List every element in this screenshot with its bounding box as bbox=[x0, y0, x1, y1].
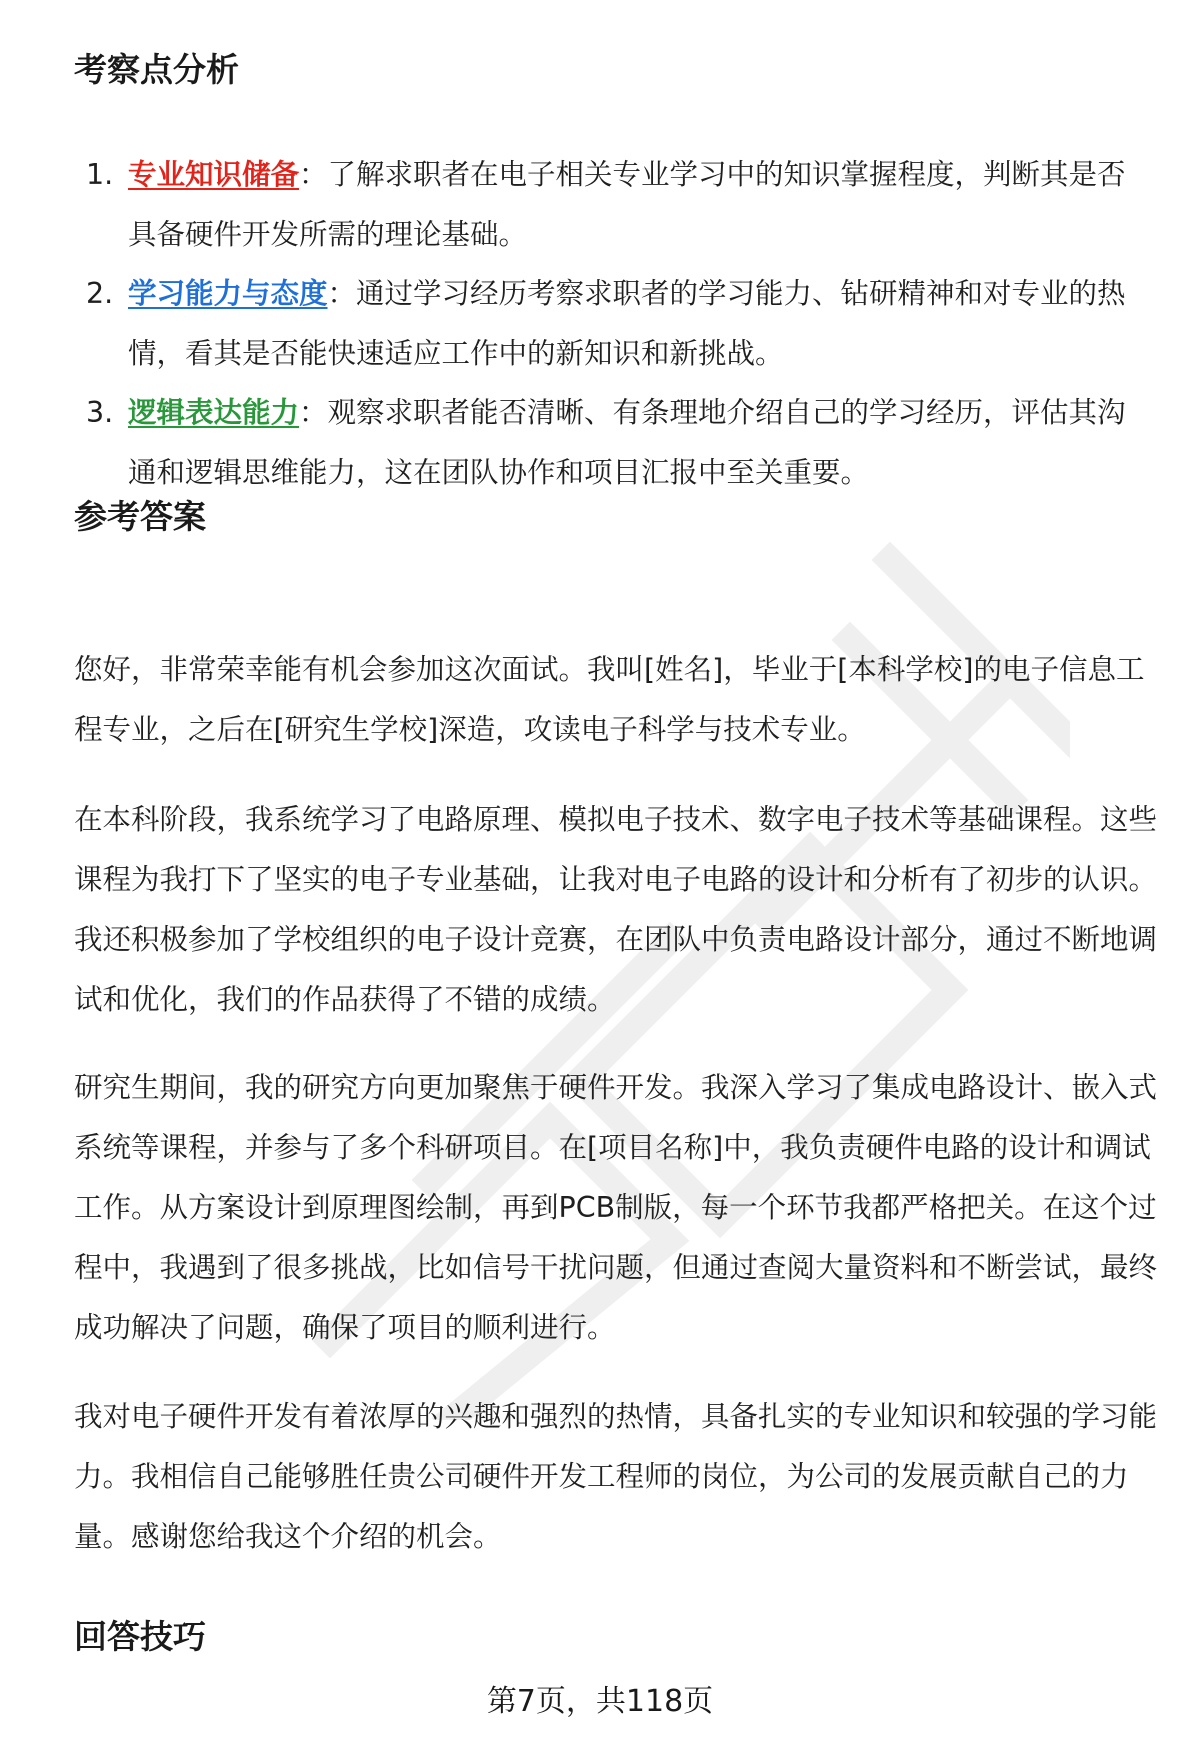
answer-heading: 参考答案 bbox=[74, 497, 206, 536]
list-item-number: 2. bbox=[86, 277, 114, 310]
analysis-heading: 考察点分析 bbox=[74, 50, 239, 89]
analysis-list bbox=[74, 145, 1154, 502]
keyword-logic: 逻辑表达能力 bbox=[128, 396, 300, 429]
list-item-text: ：了解求职者在电子相关专业学习中的知识掌握程度，判断其是否具备硬件开发所需的理论基础。 bbox=[128, 158, 1126, 251]
answer-paragraph-2: 在本科阶段，我系统学习了电路原理、模拟电子技术、数字电子技术等基础课程。这些课程为我打下了坚实的电子专业基础，让我对电子电路的设计和分析有了初步的认识。我还积极参加了学校组织的电子设计竞赛，在团队中负责电路设计部分，通过不断地调试和优化，我们的作品获得了不错的成绩。 bbox=[74, 803, 1158, 1016]
tips-heading: 回答技巧 bbox=[74, 1617, 206, 1656]
page-number: 第7页，共118页 bbox=[486, 1684, 714, 1719]
list-item-number: 3. bbox=[86, 396, 114, 429]
list-item-body bbox=[128, 145, 1154, 264]
list-item-number: 1. bbox=[86, 158, 114, 191]
list-item-text: ：通过学习经历考察求职者的学习能力、钻研精神和对专业的热情，看其是否能快速适应工作中的新知识和新挑战。 bbox=[128, 277, 1126, 370]
list-item-body bbox=[128, 264, 1154, 383]
answer-paragraph-1: 您好，非常荣幸能有机会参加这次面试。我叫[姓名]，毕业于[本科学校]的电子信息工程专业，之后在[研究生学校]深造，攻读电子科学与技术专业。 bbox=[74, 653, 1145, 746]
list-item bbox=[74, 264, 1154, 383]
list-item bbox=[74, 145, 1154, 264]
list-item-text: ：观察求职者能否清晰、有条理地介绍自己的学习经历，评估其沟通和逻辑思维能力，这在团队协作和项目汇报中至关重要。 bbox=[128, 396, 1126, 489]
answer-paragraph-3: 研究生期间，我的研究方向更加聚焦于硬件开发。我深入学习了集成电路设计、嵌入式系统等课程，并参与了多个科研项目。在[项目名称]中，我负责硬件电路的设计和调试工作。从方案设计到原理图绘制，再到PCB制版，每一个环节我都严格把关。在这个过程中，我遇到了很多挑战，比如信号干扰问题，但通过查阅大量资料和不断尝试，最终成功解决了问题，确保了项目的顺利进行。 bbox=[74, 1071, 1158, 1344]
keyword-learning: 学习能力与态度 bbox=[128, 277, 328, 310]
list-item bbox=[74, 383, 1154, 502]
list-item-body bbox=[128, 383, 1154, 502]
answer-paragraph-4: 我对电子硬件开发有着浓厚的兴趣和强烈的热情，具备扎实的专业知识和较强的学习能力。我相信自己能够胜任贵公司硬件开发工程师的岗位，为公司的发展贡献自己的力量。感谢您给我这个介绍的机会。 bbox=[74, 1400, 1158, 1553]
keyword-knowledge: 专业知识储备 bbox=[128, 158, 300, 191]
